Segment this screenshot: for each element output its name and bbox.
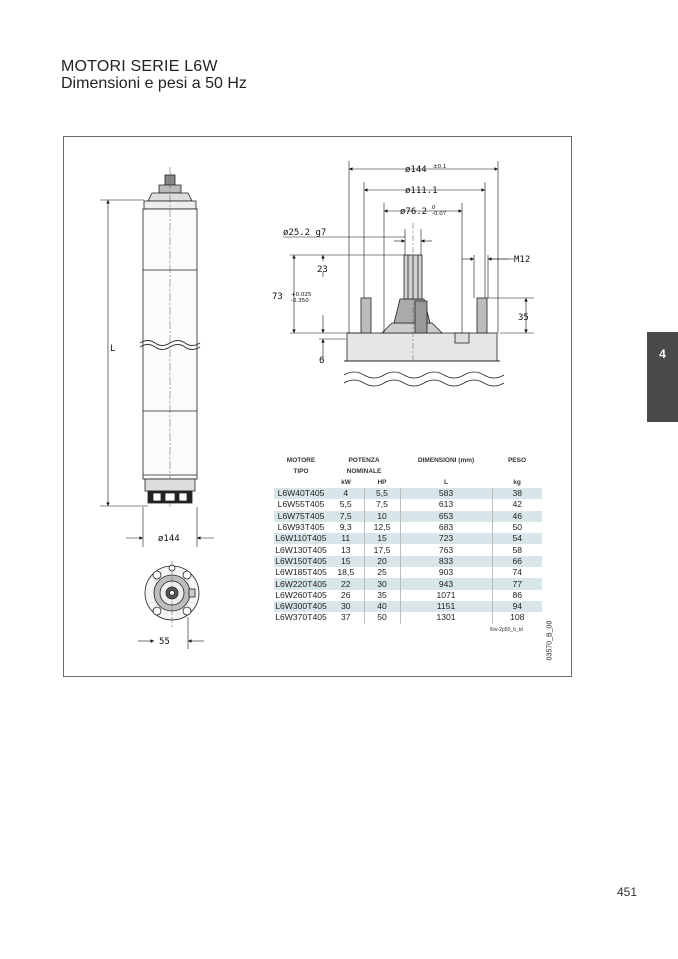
dim-top-d144-label: ø144 <box>405 165 427 175</box>
dim-35-label: 35 <box>518 313 529 323</box>
dim-L-label: L <box>110 344 116 354</box>
dim-top-d144-tolerance: ±0.1 <box>433 164 447 170</box>
dim-73-tolerance-upper: +0.025 <box>291 292 312 298</box>
table-row: L6W93T405 9,3 12,5 683 50 <box>274 522 542 533</box>
table-row: L6W185T405 18,5 25 903 74 <box>274 567 542 578</box>
dimension-L <box>100 200 148 506</box>
header-potenza: POTENZA <box>348 457 380 464</box>
table-row: L6W150T405 15 20 833 66 <box>274 556 542 567</box>
header-peso: PESO <box>507 457 527 464</box>
page-subtitle: Dimensioni e pesi a 50 Hz <box>61 75 247 92</box>
dim-6-label: 6 <box>319 356 325 366</box>
table-reference-code: l6w-2p50_b_td <box>490 627 523 633</box>
dim-73-label: 73 <box>272 292 283 302</box>
dimension-55 <box>138 617 204 649</box>
header-L: L <box>444 479 448 486</box>
table-row: L6W75T405 7,5 10 653 46 <box>274 511 542 522</box>
dim-d76-tolerance-lower: -0.07 <box>432 211 447 217</box>
motor-top-detail <box>344 255 504 386</box>
figure-box <box>63 136 572 677</box>
table-row: L6W110T405 11 15 723 54 <box>274 533 542 544</box>
header-nominale: NOMINALE <box>346 468 382 475</box>
table-row: L6W260T405 26 35 1071 86 <box>274 590 542 601</box>
dim-d25-label: ø25.2 g7 <box>283 228 327 238</box>
header-motore: MOTORE <box>286 457 316 464</box>
section-tab <box>647 332 678 422</box>
dim-d76-label: ø76.2 <box>400 207 428 217</box>
table-row: L6W130T405 13 17,5 763 58 <box>274 544 542 555</box>
page-number: 451 <box>617 885 638 899</box>
header-hp: HP <box>377 479 387 486</box>
table-row: L6W300T405 30 40 1151 94 <box>274 601 542 612</box>
motor-side-view <box>140 167 200 507</box>
dim-d76-tolerance-upper: 0 <box>432 205 436 211</box>
header-kw: kW <box>341 479 351 486</box>
section-tab-label: 4 <box>659 347 666 361</box>
spec-table <box>274 455 542 624</box>
drawing-code: 03570_B_00 <box>546 620 554 661</box>
dim-d144-side-label: ø144 <box>158 534 180 544</box>
dim-M12-label: M12 <box>514 255 531 265</box>
page-title: MOTORI SERIE L6W <box>61 58 218 75</box>
table-row: L6W220T405 22 30 943 77 <box>274 578 542 589</box>
dim-73-tolerance-lower: -0.350 <box>291 298 309 304</box>
table-row: L6W55T405 5,5 7,5 613 42 <box>274 499 542 510</box>
header-kg: kg <box>513 479 521 486</box>
table-row: L6W370T405 37 50 1301 108 <box>274 612 542 623</box>
dim-55-label: 55 <box>159 637 170 647</box>
table-row: L6W40T405 4 5,5 583 38 <box>274 488 542 499</box>
dim-23-label: 23 <box>317 265 328 275</box>
header-tipo: TIPO <box>293 468 309 475</box>
header-dimensioni: DIMENSIONI (mm) <box>417 457 475 464</box>
dim-d111-label: ø111.1 <box>405 186 438 196</box>
